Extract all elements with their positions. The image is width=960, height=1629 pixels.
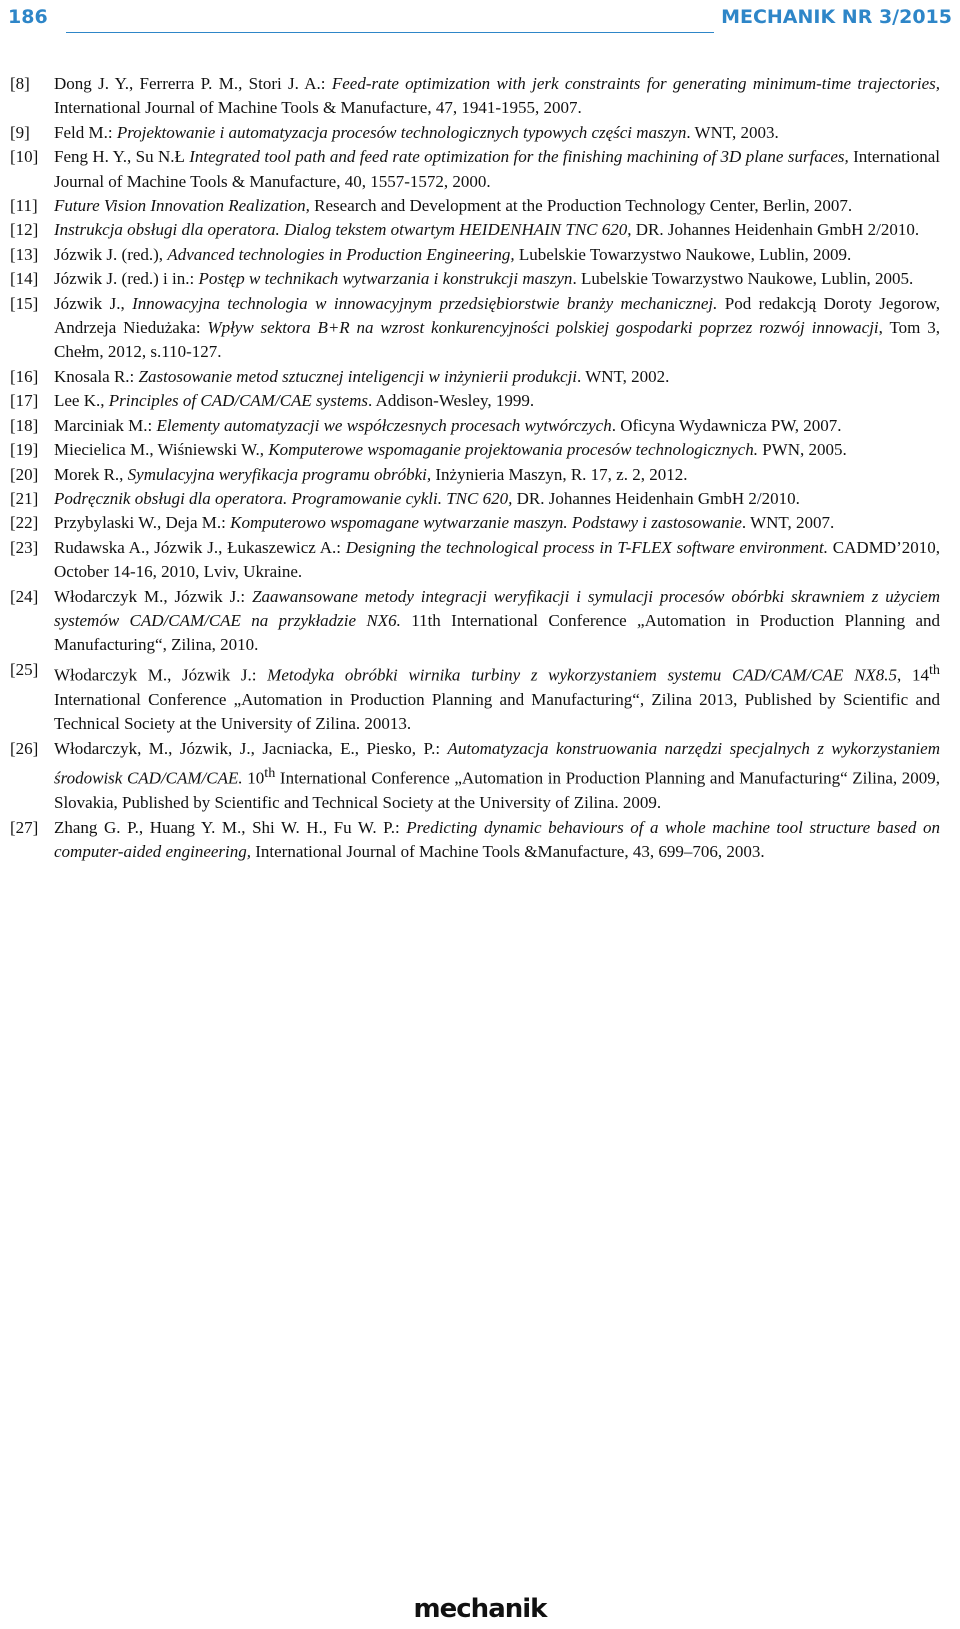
- reference-item: [10, 389, 940, 413]
- reference-item: [10, 511, 940, 535]
- reference-text: Józwik J., Innowacyjna technologia w innowacyjnym przedsiębiorstwie branży mechanicznej. Pod redakcją Doroty Jegorow, Andrzeja Niedużaka: Wpływ sektora B+R na wzrost konkurencyjności polskiej gospodarki poprzez rozwój innowacji, Tom 3, Chełm, 2012, s.110-127.: [54, 293, 940, 362]
- reference-text: Instrukcja obsługi dla operatora. Dialog tekstem otwartym HEIDENHAIN TNC 620, DR. Johannes Heidenhain GmbH 2/2010.: [54, 220, 920, 240]
- reference-item: [10, 267, 940, 291]
- header-rule: [66, 32, 714, 33]
- reference-text: Dong J. Y., Ferrerra P. M., Stori J. A.: Feed-rate optimization with jerk constraints for generating minimum-time trajectories, International Journal of Machine Tools & Manufacture, 47, 1941-1955, 2007.: [54, 74, 940, 118]
- reference-item: [10, 737, 940, 816]
- reference-item: [10, 121, 940, 145]
- reference-number: [21]: [10, 488, 39, 508]
- reference-text: Włodarczyk M., Józwik J.: Metodyka obróbki wirnika turbiny z wykorzystaniem systemu CAD/CAM/CAE NX8.5, 14th International Conference „Automation in Production Planning and Manufacturing“, Zilina 2013, Published by Scientific and Technical Society at the University of Zilina. 20013.: [54, 661, 940, 734]
- reference-item: [10, 536, 940, 585]
- reference-number: [13]: [10, 244, 39, 264]
- journal-issue: MECHANIK NR 3/2015: [721, 6, 952, 28]
- reference-text: Rudawska A., Józwik J., Łukaszewicz A.: Designing the technological process in T-FLEX software environment. CADMD’2010, October 14-16, 2010, Lviv, Ukraine.: [54, 537, 941, 582]
- reference-number: [12]: [10, 220, 39, 240]
- reference-number: [15]: [10, 293, 39, 313]
- reference-text: Włodarczyk M., Józwik J.: Zaawansowane metody integracji weryfikacji i symulacji procesów obórbki skrawniem z użyciem systemów CAD/CAM/CAE na przykładzie NX6. 11th International Conference „Automation in Production Planning and Manufacturing“, Zilina, 2010.: [54, 586, 940, 655]
- reference-text: Lee K., Principles of CAD/CAM/CAE systems. Addison-Wesley, 1999.: [54, 391, 535, 411]
- reference-item: [10, 218, 940, 242]
- mechanik-logo: [413, 1594, 547, 1624]
- reference-text: Future Vision Innovation Realization, Research and Development at the Production Technology Center, Berlin, 2007.: [54, 196, 853, 216]
- reference-text: Zhang G. P., Huang Y. M., Shi W. H., Fu W. P.: Predicting dynamic behaviours of a whole machine tool structure based on computer-aided engineering, International Journal of Machine Tools &Manufacture, 43, 699–706, 2003.: [54, 817, 940, 861]
- reference-number: [9]: [10, 122, 30, 142]
- reference-number: [20]: [10, 464, 39, 484]
- page-number: 186: [8, 6, 48, 28]
- reference-item: [10, 292, 940, 365]
- reference-item: [10, 243, 940, 267]
- reference-item: [10, 414, 940, 438]
- reference-item: [10, 194, 940, 218]
- reference-text: Podręcznik obsługi dla operatora. Programowanie cykli. TNC 620, DR. Johannes Heidenhain GmbH 2/2010.: [54, 488, 800, 508]
- reference-number: [14]: [10, 269, 39, 289]
- reference-item: [10, 72, 940, 121]
- svg-text:mechanik: mechanik: [413, 1594, 547, 1624]
- reference-number: [8]: [10, 74, 30, 93]
- reference-text: Knosala R.: Zastosowanie metod sztucznej inteligencji w inżynierii produkcji. WNT, 2002.: [54, 366, 670, 386]
- page-header: [0, 0, 960, 38]
- reference-number: [23]: [10, 537, 39, 557]
- reference-item: [10, 365, 940, 389]
- reference-number: [26]: [10, 738, 39, 758]
- reference-item: [10, 438, 940, 462]
- reference-item: [10, 463, 940, 487]
- reference-number: [18]: [10, 415, 39, 435]
- reference-text: Włodarczyk, M., Józwik, J., Jacniacka, E., Piesko, P.: Automatyzacja konstruowania narzędzi specjalnych z wykorzystaniem środowisk CAD/CAM/CAE. 10th International Conference „Automation in Production Planning and Manufacturing“ Zilina, 2009, Slovakia, Published by Scientific and Technical Society at the University of Zilina. 2009.: [54, 738, 941, 813]
- reference-item: [10, 658, 940, 737]
- reference-item: [10, 145, 940, 194]
- reference-text: Morek R., Symulacyjna weryfikacja programu obróbki, Inżynieria Maszyn, R. 17, z. 2, 2012.: [54, 464, 688, 484]
- reference-text: Józwik J. (red.) i in.: Postęp w technikach wytwarzania i konstrukcji maszyn. Lubelskie Towarzystwo Naukowe, Lublin, 2005.: [54, 269, 914, 289]
- reference-item: [10, 816, 940, 865]
- reference-text: Przybylaski W., Deja M.: Komputerowo wspomagane wytwarzanie maszyn. Podstawy i zastosowanie. WNT, 2007.: [54, 513, 835, 533]
- reference-number: [22]: [10, 513, 39, 533]
- reference-list: [10, 72, 940, 864]
- reference-item: [10, 487, 940, 511]
- reference-number: [27]: [10, 817, 39, 837]
- reference-text: Miecielica M., Wiśniewski W., Komputerowe wspomaganie projektowania procesów technologicznych. PWN, 2005.: [54, 440, 847, 460]
- reference-text: Feld M.: Projektowanie i automatyzacja procesów technologicznych typowych części maszyn. WNT, 2003.: [54, 122, 779, 142]
- reference-number: [11]: [10, 196, 38, 216]
- reference-text: Marciniak M.: Elementy automatyzacji we współczesnych procesach wytwórczych. Oficyna Wydawnicza PW, 2007.: [54, 415, 842, 435]
- reference-item: [10, 585, 940, 658]
- reference-text: Feng H. Y., Su N.Ł Integrated tool path and feed rate optimization for the finishing machining of 3D plane surfaces, International Journal of Machine Tools & Manufacture, 40, 1557-1572, 2000.: [54, 147, 940, 191]
- reference-number: [16]: [10, 366, 39, 386]
- reference-number: [25]: [10, 659, 39, 679]
- reference-number: [19]: [10, 440, 39, 460]
- reference-number: [10]: [10, 147, 39, 167]
- reference-number: [24]: [10, 586, 39, 606]
- reference-number: [17]: [10, 391, 39, 411]
- reference-text: Józwik J. (red.), Advanced technologies in Production Engineering, Lubelskie Towarzystwo Naukowe, Lublin, 2009.: [54, 244, 852, 264]
